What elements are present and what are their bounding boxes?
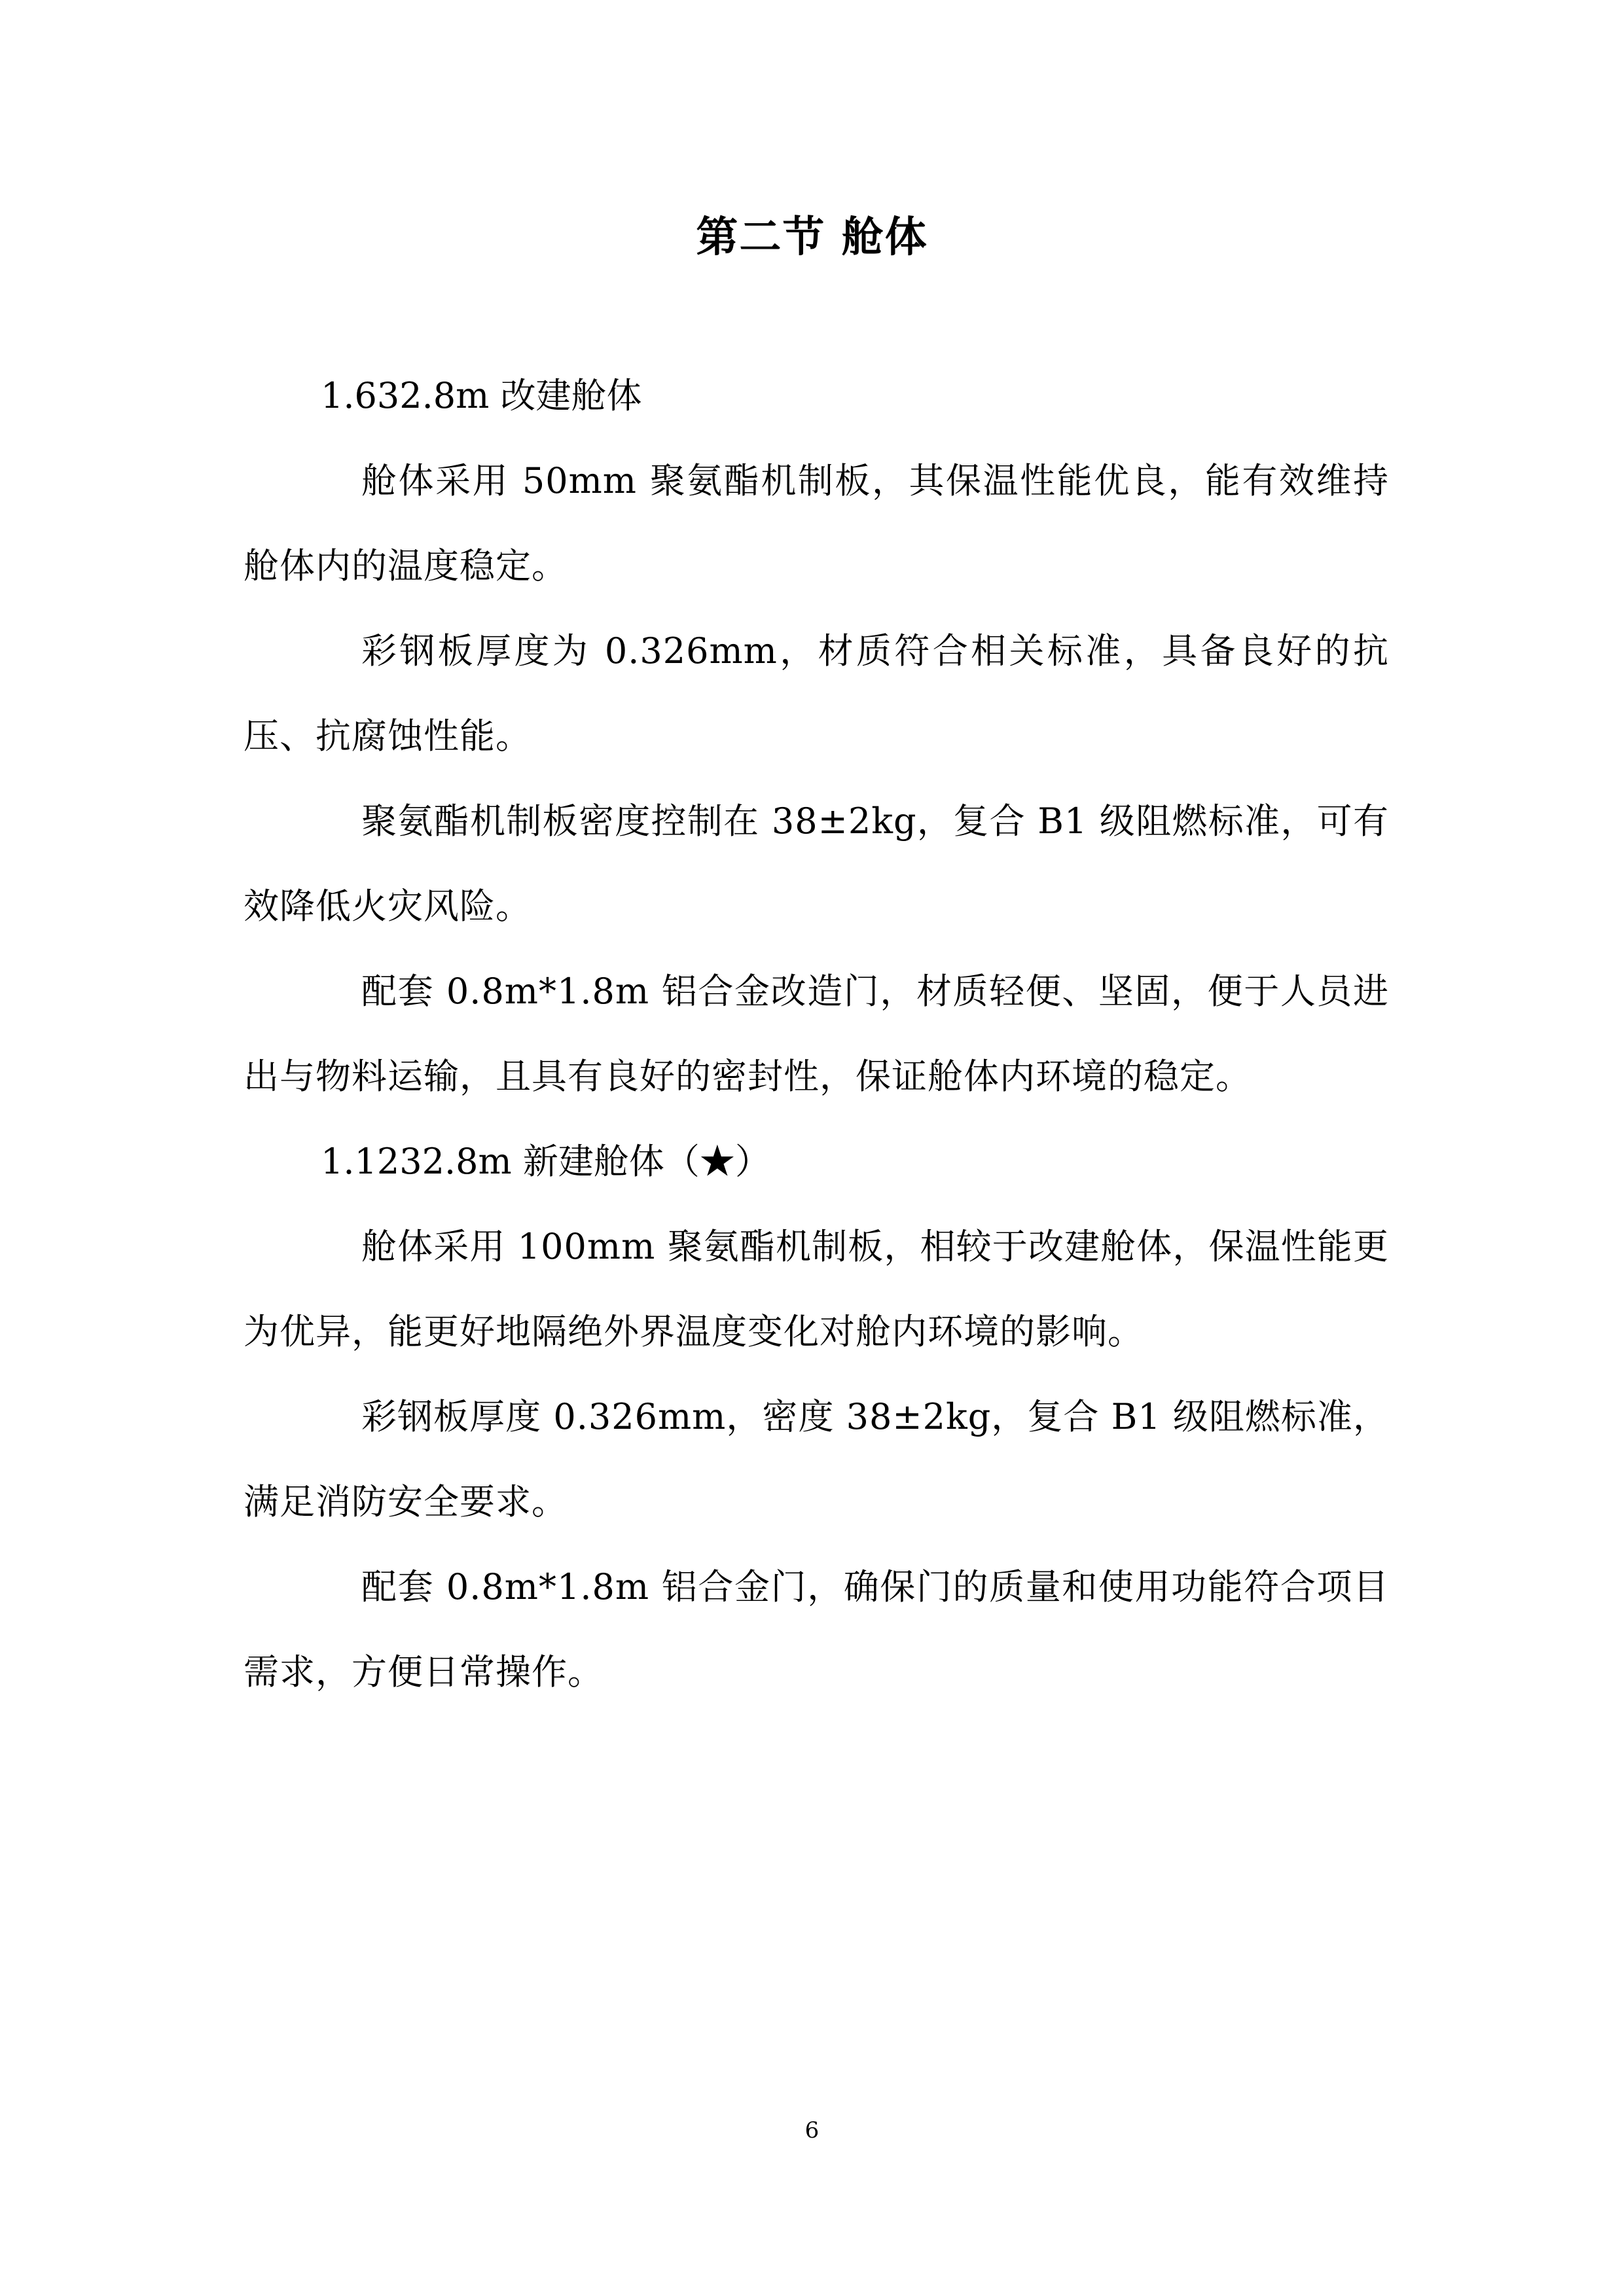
section-heading: 1.1232.8m 新建舱体（★） bbox=[321, 1141, 770, 1182]
paragraph: 聚氨酯机制板密度控制在 38±2kg，复合 B1 级阻燃标准，可有效降低火灾风险。 bbox=[244, 800, 1389, 927]
paragraph: 配套 0.8m*1.8m 铝合金门，确保门的质量和使用功能符合项目需求，方便日常操作。 bbox=[244, 1566, 1389, 1693]
page-title: 第二节 舱体 bbox=[696, 213, 928, 262]
paragraph: 彩钢板厚度为 0.326mm，材质符合相关标准，具备良好的抗压、抗腐蚀性能。 bbox=[244, 630, 1389, 757]
paragraph: 彩钢板厚度 0.326mm，密度 38±2kg，复合 B1 级阻燃标准，满足消防安全要求。 bbox=[244, 1396, 1389, 1522]
section-heading: 1.632.8m 改建舱体 bbox=[321, 375, 642, 416]
paragraph: 配套 0.8m*1.8m 铝合金改造门，材质轻便、坚固，便于人员进出与物料运输，且具有良好的密封性，保证舱体内环境的稳定。 bbox=[244, 971, 1389, 1097]
paragraph: 舱体采用 50mm 聚氨酯机制板，其保温性能优良，能有效维持舱体内的温度稳定。 bbox=[244, 460, 1389, 586]
paragraph: 舱体采用 100mm 聚氨酯机制板，相较于改建舱体，保温性能更为优异，能更好地隔绝外界温度变化对舱内环境的影响。 bbox=[244, 1226, 1389, 1352]
page-number: 6 bbox=[804, 2117, 820, 2144]
document-body bbox=[244, 353, 1389, 1715]
